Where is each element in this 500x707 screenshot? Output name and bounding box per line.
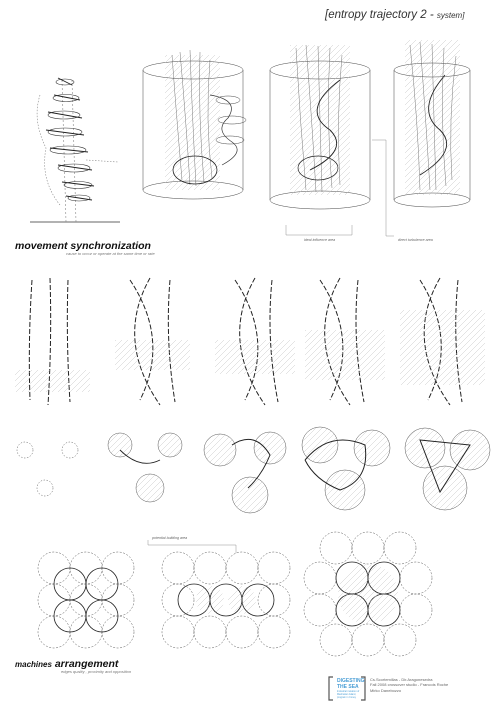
- logo-subtext: Industrial mutation of Manhattan Island, program in Coney: [337, 690, 360, 699]
- logo-line-1: DIGESTING: [337, 678, 365, 684]
- sheet-title-sub: system]: [436, 11, 465, 20]
- potential-building-leader: [148, 540, 236, 553]
- machine-elevation-drawing: [30, 78, 120, 222]
- credits-line-3: Mirko Danebozzo: [370, 687, 402, 693]
- movement-subtitle: cause to occur or operate at the same time or rate: [66, 251, 155, 256]
- credits-block: [370, 677, 448, 693]
- arrangement-grid-2: [162, 552, 290, 648]
- arrangement-heading-b: arrangement: [54, 658, 119, 670]
- synchronization-strands: [15, 278, 485, 405]
- arrangement-grid-3: [304, 532, 432, 656]
- arrangement-heading-a: machines: [15, 660, 52, 669]
- credits-line-2: Fall 2008 crossover studio - Francois Roche: [370, 682, 449, 688]
- arrangement-grid-1: [38, 552, 134, 648]
- entropy-cylinder-2: [270, 45, 370, 209]
- movement-heading: movement synchronization: [15, 240, 151, 252]
- ideal-influence-label: ideal influence area: [304, 238, 336, 242]
- sheet-title-main: [entropy trajectory 2 -: [325, 9, 434, 21]
- arrangement-subtitle: edges quality , proximity and opposition: [61, 669, 132, 674]
- entropy-cylinder-1: [143, 50, 246, 199]
- plan-view-sequence: [17, 427, 490, 513]
- direct-turbulence-label: direct turbulence area: [398, 238, 433, 242]
- potential-building-label: potential building area: [152, 536, 188, 540]
- logo-line-2: THE SEA: [337, 683, 359, 690]
- credits-line-1: Cs.Scortemillas - Dir.Aragonesedra: [370, 677, 433, 682]
- logo-text: [337, 679, 365, 690]
- entropy-cylinder-3: [394, 40, 470, 207]
